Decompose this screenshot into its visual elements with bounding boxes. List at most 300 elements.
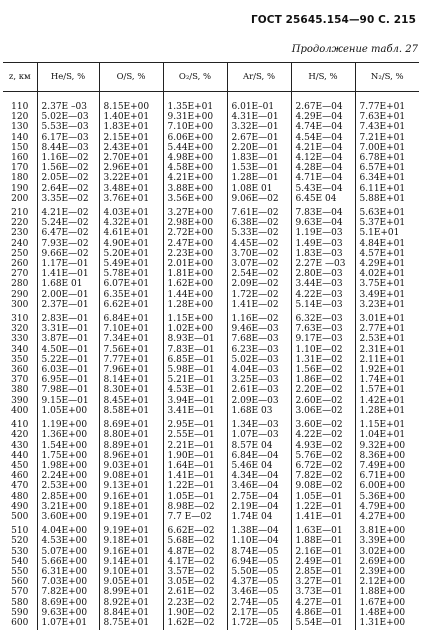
h-cell: 4.93E—02	[291, 441, 355, 451]
n2-cell: 7.21E+01	[355, 133, 419, 143]
table-row	[3, 451, 419, 461]
table-row	[3, 194, 419, 204]
altitude-cell: 480	[11, 491, 29, 502]
h-cell: 9.08E—02	[291, 481, 355, 491]
o2-cell: 4.17E—02	[163, 557, 227, 567]
n2-cell: 7.63E+01	[355, 112, 419, 122]
n2-cell: 5.36E+00	[355, 492, 419, 502]
o2-cell: 1.22E—01	[163, 481, 227, 491]
o-cell: 1.40E+01	[99, 112, 163, 122]
he-cell: 1.98E+00	[37, 461, 99, 471]
ar-cell: 2.20E—01	[227, 143, 291, 153]
altitude-cell: 370	[11, 375, 29, 386]
h-cell: 7.63E—03	[291, 324, 355, 334]
he-cell: 6.47E—02	[37, 228, 99, 238]
n2-cell: 5.37E+01	[355, 218, 419, 228]
o2-cell: 1.35E+01	[163, 92, 227, 113]
n2-cell: 1.28E+01	[355, 406, 419, 416]
ar-cell: 5.02E—03	[227, 355, 291, 365]
h-cell: 3.73E—01	[291, 587, 355, 597]
he-cell: 7.93E—02	[37, 239, 99, 249]
o2-cell: 3.41E—01	[163, 406, 227, 416]
h-cell: 3.27E—01	[291, 577, 355, 587]
h-cell: 3.06E—02	[291, 406, 355, 416]
ar-cell: 2.67E—01	[227, 133, 291, 143]
o-cell: 8.84E+01	[99, 608, 163, 618]
h-cell: 1.56E—02	[291, 365, 355, 375]
ar-cell: 7.61E—02	[227, 204, 291, 218]
o2-cell: 8.93E—01	[163, 334, 227, 344]
table-row	[3, 218, 419, 228]
o-cell: 5.20E+01	[99, 249, 163, 259]
altitude-cell: 250	[11, 248, 29, 259]
o2-cell: 1.28E+00	[163, 300, 227, 310]
o-cell: 5.78E+01	[99, 269, 163, 279]
table-row	[3, 133, 419, 143]
o2-cell: 2.98E+00	[163, 218, 227, 228]
o-cell: 8.80E+01	[99, 430, 163, 440]
page-header-title: ГОСТ 25645.154—90 С. 215	[250, 14, 416, 26]
altitude-cell: 150	[11, 142, 29, 153]
table-row	[3, 557, 419, 567]
table-row	[3, 441, 419, 451]
h-cell: 7.83E—04	[291, 204, 355, 218]
ar-cell: 1.74E 04	[227, 512, 291, 522]
o2-cell: 2.72E+00	[163, 228, 227, 238]
altitude-cell: 300	[11, 299, 29, 310]
n2-cell: 6.57E+01	[355, 163, 419, 173]
o-cell: 4.03E+01	[99, 204, 163, 218]
he-cell: 6.31E+00	[37, 567, 99, 577]
ar-cell: 4.34E—04	[227, 471, 291, 481]
altitude-cell: 290	[11, 289, 29, 300]
he-cell: 9.15E—01	[37, 396, 99, 406]
table-row	[3, 481, 419, 491]
h-cell: 2.20E—02	[291, 385, 355, 395]
o2-cell: 1.64E—01	[163, 461, 227, 471]
table-row	[3, 492, 419, 502]
h-cell: 5.43E—04	[291, 184, 355, 194]
altitude-cell: 350	[11, 354, 29, 365]
o2-cell: 1.15E+00	[163, 310, 227, 324]
n2-cell: 7.77E+01	[355, 92, 419, 113]
ar-cell: 2.54E—02	[227, 269, 291, 279]
o-cell: 7.56E+01	[99, 345, 163, 355]
table-row	[3, 536, 419, 546]
h-cell: 1.83E—03	[291, 249, 355, 259]
altitude-cell: 550	[11, 566, 29, 577]
table-row	[3, 396, 419, 406]
o-cell: 8.96E+01	[99, 451, 163, 461]
n2-cell: 4.79E+00	[355, 502, 419, 512]
o-cell: 8.69E+01	[99, 416, 163, 430]
o2-cell: 4.21E+00	[163, 173, 227, 183]
table-row	[3, 204, 419, 218]
column-header-o2: O₂/S, %	[163, 63, 227, 92]
o2-cell: 1.62E+00	[163, 279, 227, 289]
he-cell: 9.63E+00	[37, 608, 99, 618]
altitude-cell: 180	[11, 173, 29, 184]
o2-cell: 2.47E+00	[163, 239, 227, 249]
o2-cell: 1.02E+00	[163, 324, 227, 334]
altitude-cell: 520	[11, 536, 29, 547]
he-cell: 2.85E+00	[37, 492, 99, 502]
he-cell: 5.53E—03	[37, 122, 99, 132]
ar-cell: 1.34E—03	[227, 416, 291, 430]
altitude-cell: 500	[11, 511, 29, 522]
ar-cell: 6.84E—04	[227, 451, 291, 461]
altitude-cell: 330	[11, 334, 29, 345]
h-cell: 4.54E—04	[291, 133, 355, 143]
o2-cell: 1.62E—02	[163, 618, 227, 630]
n2-cell: 2.53E+01	[355, 334, 419, 344]
o-cell: 3.76E+01	[99, 194, 163, 204]
he-cell: 4.04E+00	[37, 522, 99, 536]
o-cell: 8.15E+00	[99, 92, 163, 113]
n2-cell: 5.63E+01	[355, 204, 419, 218]
table-row	[3, 173, 419, 183]
o2-cell: 3.56E+00	[163, 194, 227, 204]
h-cell: 1.41E—01	[291, 512, 355, 522]
h-cell: 4.21E—04	[291, 143, 355, 153]
table-row	[3, 122, 419, 132]
o2-cell: 1.41E—01	[163, 471, 227, 481]
o2-cell: 1.05E—01	[163, 492, 227, 502]
altitude-cell: 410	[11, 420, 29, 431]
h-cell: 4.29E—04	[291, 112, 355, 122]
altitude-cell: 280	[11, 279, 29, 290]
o-cell: 9.19E+01	[99, 522, 163, 536]
o-cell: 2.96E+01	[99, 163, 163, 173]
he-cell: 3.87E—01	[37, 334, 99, 344]
h-cell: 4.28E—04	[291, 163, 355, 173]
table-row	[3, 143, 419, 153]
n2-cell: 5.88E+01	[355, 194, 419, 204]
o2-cell: 9.31E+00	[163, 112, 227, 122]
table-row	[3, 355, 419, 365]
he-cell: 2.83E—01	[37, 310, 99, 324]
altitude-cell: 320	[11, 324, 29, 335]
ar-cell: 1.83E—01	[227, 153, 291, 163]
h-cell: 3.44E—03	[291, 279, 355, 289]
ar-cell: 3.46E—05	[227, 587, 291, 597]
n2-cell: 4.02E+01	[355, 269, 419, 279]
n2-cell: 6.11E+01	[355, 184, 419, 194]
he-cell: 1.16E—02	[37, 153, 99, 163]
table-row	[3, 184, 419, 194]
altitude-cell: 470	[11, 481, 29, 492]
ar-cell: 1.68E 03	[227, 406, 291, 416]
table-row	[3, 269, 419, 279]
o2-cell: 2.61E—02	[163, 587, 227, 597]
n2-cell: 3.23E+01	[355, 300, 419, 310]
h-cell: 4.22E—02	[291, 430, 355, 440]
ar-cell: 8.74E—05	[227, 547, 291, 557]
table-row	[3, 345, 419, 355]
n2-cell: 3.02E+00	[355, 547, 419, 557]
table-row	[3, 547, 419, 557]
ar-cell: 4.31E—01	[227, 112, 291, 122]
o-cell: 8.30E+01	[99, 385, 163, 395]
n2-cell: 1.88E+00	[355, 587, 419, 597]
o-cell: 9.14E+01	[99, 557, 163, 567]
table-row	[3, 618, 419, 630]
h-cell: 1.05E—01	[291, 492, 355, 502]
h-cell: 1.86E—02	[291, 375, 355, 385]
table-row	[3, 577, 419, 587]
table-row	[3, 259, 419, 269]
he-cell: 3.60E+00	[37, 512, 99, 522]
h-cell: 2.80E—03	[291, 269, 355, 279]
ar-cell: 3.46E—04	[227, 481, 291, 491]
h-cell: 4.22E—03	[291, 290, 355, 300]
he-cell: 6.17E—03	[37, 133, 99, 143]
o-cell: 6.35E+01	[99, 290, 163, 300]
h-cell: 1.49E—03	[291, 239, 355, 249]
n2-cell: 2.31E+01	[355, 345, 419, 355]
table-row	[3, 334, 419, 344]
he-cell: 5.24E—02	[37, 218, 99, 228]
h-cell: 3.60E—02	[291, 416, 355, 430]
n2-cell: 3.01E+01	[355, 310, 419, 324]
n2-cell: 2.77E+01	[355, 324, 419, 334]
ar-cell: 2.75E—04	[227, 492, 291, 502]
ar-cell: 1.41E—02	[227, 300, 291, 310]
o2-cell: 1.44E+00	[163, 290, 227, 300]
o-cell: 8.92E+01	[99, 598, 163, 608]
ar-cell: 4.37E—05	[227, 577, 291, 587]
table-row	[3, 324, 419, 334]
o2-cell: 3.57E—02	[163, 567, 227, 577]
o-cell: 7.77E+01	[99, 355, 163, 365]
table-row	[3, 310, 419, 324]
ar-cell: 1.72E—05	[227, 618, 291, 630]
column-header-he: He/S, %	[37, 63, 99, 92]
altitude-cell: 240	[11, 238, 29, 249]
o-cell: 8.99E+01	[99, 587, 163, 597]
table-row	[3, 430, 419, 440]
o2-cell: 4.87E—02	[163, 547, 227, 557]
altitude-cell: 170	[11, 163, 29, 174]
altitude-cell: 200	[11, 193, 29, 204]
he-cell: 1.75E+00	[37, 451, 99, 461]
he-cell: 4.50E—01	[37, 345, 99, 355]
o2-cell: 6.85E—01	[163, 355, 227, 365]
o2-cell: 1.90E—01	[163, 451, 227, 461]
he-cell: 7.82E+00	[37, 587, 99, 597]
h-cell: 1.22E—01	[291, 502, 355, 512]
altitude-cell: 360	[11, 365, 29, 376]
altitude-cell: 160	[11, 153, 29, 164]
n2-cell: 1.92E+01	[355, 365, 419, 375]
concentration-table	[3, 62, 419, 630]
he-cell: 6.03E—01	[37, 365, 99, 375]
o2-cell: 3.94E—01	[163, 396, 227, 406]
altitude-cell: 600	[11, 617, 29, 628]
h-cell: 1.63E—01	[291, 522, 355, 536]
n2-cell: 4.29E+01	[355, 259, 419, 269]
he-cell: 2.37E—01	[37, 300, 99, 310]
altitude-cell: 440	[11, 450, 29, 461]
table-row	[3, 416, 419, 430]
o-cell: 9.05E+01	[99, 577, 163, 587]
ar-cell: 4.04E—03	[227, 365, 291, 375]
h-cell: 5.14E—03	[291, 300, 355, 310]
ar-cell: 2.17E—05	[227, 608, 291, 618]
ar-cell: 2.61E—03	[227, 385, 291, 395]
n2-cell: 7.49E+00	[355, 461, 419, 471]
ar-cell: 1.28E—01	[227, 173, 291, 183]
he-cell: 6.95E—01	[37, 375, 99, 385]
h-cell: 1.10E—02	[291, 345, 355, 355]
h-cell: 9.63E—04	[291, 218, 355, 228]
o2-cell: 4.53E—01	[163, 385, 227, 395]
table-row	[3, 502, 419, 512]
ar-cell: 9.06E—02	[227, 194, 291, 204]
n2-cell: 2.39E+00	[355, 567, 419, 577]
o2-cell: 5.98E—01	[163, 365, 227, 375]
table-header-row	[3, 63, 419, 92]
altitude-cell: 340	[11, 344, 29, 355]
he-cell: 2.05E—02	[37, 173, 99, 183]
n2-cell: 1.57E+01	[355, 385, 419, 395]
o-cell: 6.84E+01	[99, 310, 163, 324]
table-row	[3, 522, 419, 536]
o-cell: 9.13E+01	[99, 481, 163, 491]
he-cell: 1.36E+00	[37, 430, 99, 440]
h-cell: 5.54E—01	[291, 618, 355, 630]
n2-cell: 6.34E+01	[355, 173, 419, 183]
altitude-cell: 510	[11, 526, 29, 537]
table-row	[3, 385, 419, 395]
o2-cell: 4.98E+00	[163, 153, 227, 163]
ar-cell: 5.46E 04	[227, 461, 291, 471]
o2-cell: 2.55E—01	[163, 430, 227, 440]
altitude-cell: 220	[11, 218, 29, 229]
column-header-altitude: z, км	[3, 63, 37, 92]
o-cell: 4.32E+01	[99, 218, 163, 228]
h-cell: 2.16E—01	[291, 547, 355, 557]
he-cell: 7.98E—01	[37, 385, 99, 395]
altitude-cell: 570	[11, 587, 29, 598]
table-row	[3, 461, 419, 471]
he-cell: 3.31E—01	[37, 324, 99, 334]
o2-cell: 2.23E—02	[163, 598, 227, 608]
table-row	[3, 365, 419, 375]
ar-cell: 3.07E—02	[227, 259, 291, 269]
ar-cell: 6.38E—02	[227, 218, 291, 228]
ar-cell: 1.53E—01	[227, 163, 291, 173]
he-cell: 1.19E+00	[37, 416, 99, 430]
n2-cell: 3.49E+01	[355, 290, 419, 300]
ar-cell: 6.23E—03	[227, 345, 291, 355]
table-row	[3, 112, 419, 122]
table-row	[3, 512, 419, 522]
o2-cell: 6.06E+00	[163, 133, 227, 143]
altitude-cell: 420	[11, 430, 29, 441]
o2-cell: 3.88E+00	[163, 184, 227, 194]
he-cell: 4.21E—02	[37, 204, 99, 218]
n2-cell: 3.81E+00	[355, 522, 419, 536]
he-cell: 2.00E—01	[37, 290, 99, 300]
n2-cell: 6.78E+01	[355, 153, 419, 163]
o-cell: 7.34E+01	[99, 334, 163, 344]
ar-cell: 5.50E—05	[227, 567, 291, 577]
altitude-cell: 460	[11, 471, 29, 482]
ar-cell: 3.70E—02	[227, 249, 291, 259]
n2-cell: 3.39E+00	[355, 536, 419, 546]
ar-cell: 5.33E—02	[227, 228, 291, 238]
o-cell: 8.45E+01	[99, 396, 163, 406]
he-cell: 2.37E –03	[37, 92, 99, 113]
o-cell: 5.49E+01	[99, 259, 163, 269]
altitude-cell: 450	[11, 460, 29, 471]
he-cell: 9.66E—02	[37, 249, 99, 259]
altitude-cell: 430	[11, 440, 29, 451]
o-cell: 2.15E+01	[99, 133, 163, 143]
o-cell: 7.10E+01	[99, 324, 163, 334]
o2-cell: 8.98E—02	[163, 502, 227, 512]
o-cell: 8.75E+01	[99, 618, 163, 630]
altitude-cell: 120	[11, 112, 29, 123]
n2-cell: 4.27E+00	[355, 512, 419, 522]
o2-cell: 5.44E+00	[163, 143, 227, 153]
o-cell: 2.43E+01	[99, 143, 163, 153]
altitude-cell: 110	[11, 102, 29, 112]
o2-cell: 7.10E+00	[163, 122, 227, 132]
altitude-cell: 560	[11, 577, 29, 588]
n2-cell: 6.71E+00	[355, 471, 419, 481]
ar-cell: 2.09E—02	[227, 279, 291, 289]
table-body	[3, 92, 419, 631]
altitude-cell: 190	[11, 183, 29, 194]
he-cell: 3.35E—02	[37, 194, 99, 204]
he-cell: 1.17E—01	[37, 259, 99, 269]
o-cell: 9.08E+01	[99, 471, 163, 481]
he-cell: 5.66E+00	[37, 557, 99, 567]
table-row	[3, 598, 419, 608]
table-row	[3, 163, 419, 173]
column-header-h: H/S, %	[291, 63, 355, 92]
he-cell: 1.68E 01	[37, 279, 99, 289]
he-cell: 5.02E—03	[37, 112, 99, 122]
table-row	[3, 471, 419, 481]
he-cell: 4.53E+00	[37, 536, 99, 546]
column-header-ar: Ar/S, %	[227, 63, 291, 92]
table-row	[3, 249, 419, 259]
o-cell: 9.19E+01	[99, 512, 163, 522]
n2-cell: 2.12E+00	[355, 577, 419, 587]
n2-cell: 1.15E+01	[355, 416, 419, 430]
o-cell: 4.61E+01	[99, 228, 163, 238]
altitude-cell: 230	[11, 228, 29, 239]
o-cell: 3.22E+01	[99, 173, 163, 183]
ar-cell: 2.09E—03	[227, 396, 291, 406]
he-cell: 7.03E+00	[37, 577, 99, 587]
he-cell: 1.41E—01	[37, 269, 99, 279]
h-cell: 4.71E—04	[291, 173, 355, 183]
o2-cell: 5.68E—02	[163, 536, 227, 546]
h-cell: 4.74E—04	[291, 122, 355, 132]
h-cell: 6.72E—02	[291, 461, 355, 471]
o2-cell: 3.05E—02	[163, 577, 227, 587]
o2-cell: 1.90E—02	[163, 608, 227, 618]
o2-cell: 7.7 E—02	[163, 512, 227, 522]
he-cell: 1.05E+00	[37, 406, 99, 416]
n2-cell: 7.00E+01	[355, 143, 419, 153]
altitude-cell: 580	[11, 597, 29, 608]
o-cell: 9.16E+01	[99, 547, 163, 557]
